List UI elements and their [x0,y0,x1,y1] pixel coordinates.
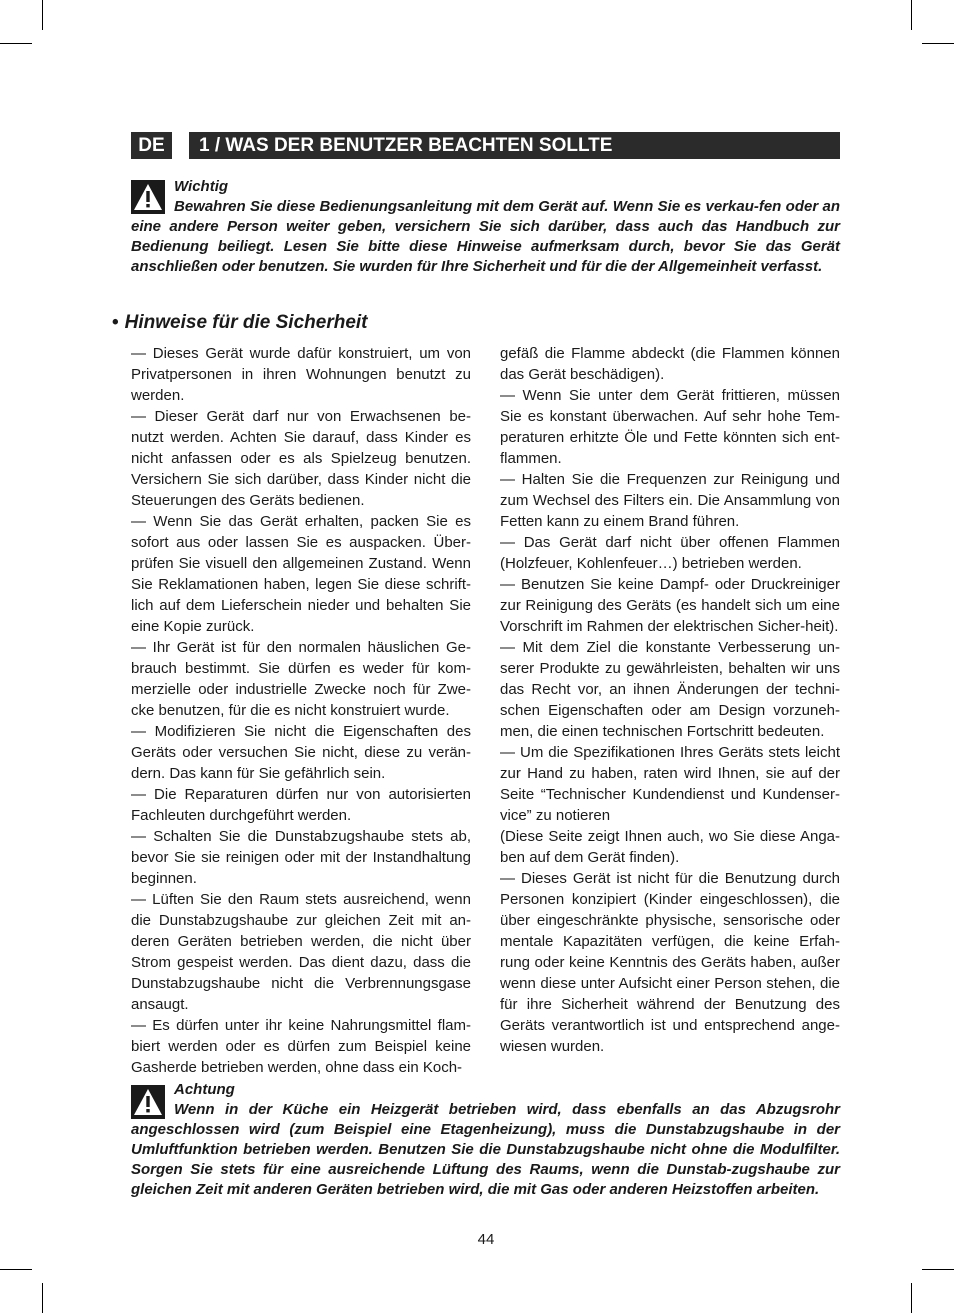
paragraph: — Die Reparaturen dürfen nur von autorisierten Fachleuten durchgeführt werden. [131,786,471,824]
paragraph: — Wenn Sie das Gerät erhalten, packen Sie es sofort aus oder lassen Sie es auspacken. Über-prüfen Sie visuell den allgemeinen Zustand. Wenn Sie Reklamationen haben, legen Sie diese schrift-lich auf dem Lieferschein nieder und behalten Sie eine Kopie zurück. [131,513,471,635]
crop-mark [922,43,954,44]
paragraph: gefäß die Flamme abdeckt (die Flammen können das Gerät beschädigen). [500,345,840,383]
paragraph: — Dieses Gerät wurde dafür konstruiert, um von Privatpersonen in ihren Wohnungen benutzt zu werden. [131,345,471,404]
paragraph: — Schalten Sie die Dunstabzugshaube stets ab, bevor Sie sie reinigen oder mit der Instandhaltung beginnen. [131,828,471,887]
crop-mark [42,1283,43,1313]
paragraph: — Dieses Gerät ist nicht für die Benutzung durch Personen konzipiert (Kinder eingeschlossen), die über eingeschränkte physische, sensorische oder mentale Kapazitäten verfügen, die keine Erfah-rung oder keine Kenntnis des Geräts haben, außer wenn diese unter Aufsicht einer Person stehen, die für ihre Sicherheit während der Benutzung des Geräts verantwortlich ist und entsprechend ange-wiesen wurden. [500,870,840,1055]
paragraph: — Ihr Gerät ist für den normalen häuslichen Ge-brauch bestimmt. Sie dürfen es weder für kom-merzielle oder industrielle Zwecke noch für Zwe-cke benutzen, für die es nicht konstruiert wurde. [131,639,471,719]
crop-mark [922,1269,954,1270]
paragraph: (Diese Seite zeigt Ihnen auch, wo Sie diese Anga-ben auf dem Gerät finden). [500,828,840,866]
page-number: 44 [477,1231,495,1248]
safety-heading-text: Hinweise für die Sicherheit [124,312,368,333]
paragraph: — Um die Spezifikationen Ihres Geräts stets leicht zur Hand zu haben, raten wird Ihnen, sie auf der Seite “Technischer Kundendienst und Kundenser-vice” zu notieren [500,744,840,824]
paragraph: — Es dürfen unter ihr keine Nahrungsmittel flam-biert werden oder es dürfen zum Beispiel keine Gasherde betrieben werden, ohne dass ein Koch- [131,1017,471,1076]
paragraph: — Modifizieren Sie nicht die Eigenschaften des Geräts oder versuchen Sie nicht, diese zu verän-dern. Das kann für Sie gefährlich sein. [131,723,471,782]
paragraph: — Lüften Sie den Raum stets ausreichend, wenn die Dunstabzugshaube zur gleichen Zeit mit an-deren Geräten betrieben werden, die nicht über Strom gespeist werden. Das dient dazu, dass die Dunstabzugshaube nicht die Verbrennungsgase ansaugt. [131,891,471,1013]
important-notice [131,177,840,277]
notice-title: Achtung [174,1081,235,1098]
section-title: 1 / WAS DER BENUTZER BEACHTEN SOLLTE [189,132,840,159]
left-column [131,343,471,1078]
safety-heading [112,310,368,336]
bullet: • [112,312,119,333]
paragraph: — Wenn Sie unter dem Gerät frittieren, müssen Sie es konstant überwachen. Auf sehr hohe Tem-peraturen erhitzte Öle und Fette könnten sich ent-flammen. [500,387,840,467]
paragraph: — Dieser Gerät darf nur von Erwachsenen be-nutzt werden. Achten Sie darauf, dass Kinder es nicht anfassen oder es als Spielzeug benutzen. Versichern Sie sich darüber, dass Kinder nicht die Steuerungen des Geräts bedienen. [131,408,471,509]
crop-mark [42,0,43,30]
crop-mark [911,1283,912,1313]
crop-mark [911,0,912,30]
notice-title: Wichtig [174,178,229,195]
notice-text: Bewahren Sie diese Bedienungsanleitung mit dem Gerät auf. Wenn Sie es verkau-fen oder an eine andere Person weiter geben, versichern Sie sich darüber, dass auch das Handbuch zur Bedienung beiliegt. Lesen Sie bitte diese Hinweise aufmerksam durch, bevor Sie das Gerät anschließen oder benutzen. Sie wurden für Ihre Sicherheit und für die der Allgemeinheit verfasst. [131,198,840,275]
language-badge: DE [131,132,172,159]
crop-mark [0,1269,32,1270]
right-column [500,343,840,1057]
caution-notice [131,1080,840,1200]
crop-mark [0,43,32,44]
paragraph: — Mit dem Ziel die konstante Verbesserung un-serer Produkte zu gewährleisten, behalten wir uns das Recht vor, an ihnen Änderungen der techni-schen Eigenschaften oder am Design vorzuneh-men, die einen technischen Fortschritt bedeuten. [500,639,840,740]
paragraph: — Das Gerät darf nicht über offenen Flammen (Holzfeuer, Kohlenfeuer…) betrieben werden. [500,534,840,572]
paragraph: — Benutzen Sie keine Dampf- oder Druckreiniger zur Reinigung des Geräts (es handelt sich um eine Vorschrift im Rahmen der elektrischen Sicher-heit). [500,576,840,635]
paragraph: — Halten Sie die Frequenzen zur Reinigung und zum Wechsel des Filters ein. Die Ansammlung von Fetten kann zu einem Brand führen. [500,471,840,530]
notice-text: Wenn in der Küche ein Heizgerät betrieben wird, dass ebenfalls an das Abzugsrohr angeschlossen wird (zum Beispiel eine Etagenheizung), muss die Dunstabzugshaube in der Umluftfunktion betrieben werden. Benutzen Sie die Dunstabzugshaube nicht ohne die Modulfilter. Sorgen Sie stets für eine ausreichende Lüftung des Raums, wenn die Dunstab-zugshaube zur gleichen Zeit mit anderen Geräten betrieben wird, die mit Gas oder anderen Heizstoffen arbeiten. [131,1101,840,1198]
